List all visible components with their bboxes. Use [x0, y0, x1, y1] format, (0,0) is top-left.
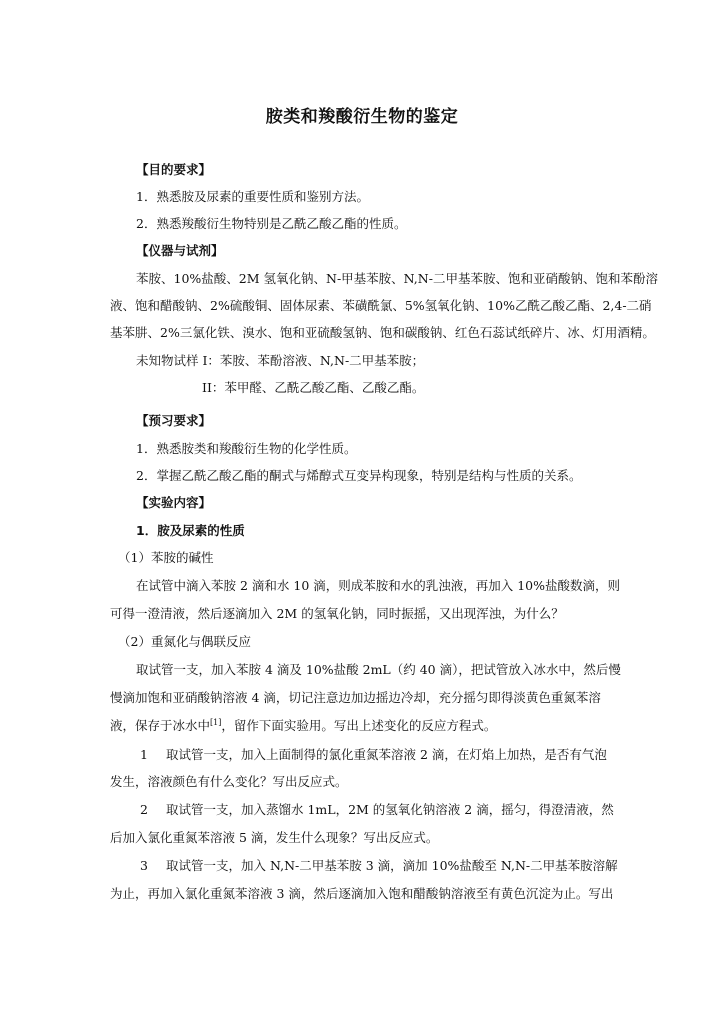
reagents-line: 基苯肼、2%三氯化铁、溴水、饱和亚硫酸氢钠、饱和碳酸钠、红色石蕊试纸碎片、冰、灯用酒精。 — [110, 325, 655, 340]
section-heading-goal: 【目的要求】 — [136, 162, 212, 177]
step-number: 2 — [140, 802, 148, 817]
unknown-sample-2: II：苯甲醛、乙酰乙酸乙酯、乙酸乙酯。 — [202, 380, 425, 395]
subsection-heading: 1．胺及尿素的性质 — [136, 523, 245, 538]
item-title: （2）重氮化与偶联反应 — [118, 634, 251, 649]
reagents-line: 液、饱和醋酸钠、2%硫酸铜、固体尿素、苯磺酰氯、5%氢氧化钠、10%乙酰乙酸乙酯、2,4-二硝 — [110, 298, 652, 313]
preview-item: 1．熟悉胺类和羧酸衍生物的化学性质。 — [136, 441, 357, 456]
step-line: 1 取试管一支，加入上面制得的氯化重氮苯溶液 2 滴，在灯焰上加热，是否有气泡 — [140, 747, 607, 762]
section-heading-reagents: 【仪器与试剂】 — [136, 243, 224, 258]
section-heading-content: 【实验内容】 — [136, 495, 212, 510]
paragraph-line: 可得一澄清液，然后逐滴加入 2M 的氢氧化钠，同时振摇，又出现浑浊，为什么？ — [110, 606, 564, 621]
paragraph-line: 发生，溶液颜色有什么变化？写出反应式。 — [110, 774, 348, 789]
footnote-marker: [1] — [210, 717, 222, 727]
preview-item: 2．掌握乙酰乙酸乙酯的酮式与烯醇式互变异构现象，特别是结构与性质的关系。 — [136, 468, 582, 483]
goal-item: 2．熟悉羧酸衍生物特别是乙酰乙酸乙酯的性质。 — [136, 216, 407, 231]
step-line: 2 取试管一支，加入蒸馏水 1mL，2M 的氢氧化钠溶液 2 滴，摇匀，得澄清液，然 — [140, 802, 614, 817]
step-line: 3 取试管一支，加入 N,N-二甲基苯胺 3 滴，滴加 10%盐酸至 N,N-二甲基苯胺溶解 — [140, 858, 618, 873]
step-number: 1 — [140, 747, 148, 762]
item-title: （1）苯胺的碱性 — [118, 550, 214, 565]
paragraph-line: 取试管一支，加入苯胺 4 滴及 10%盐酸 2mL（约 40 滴），把试管放入冰水中，然后慢 — [136, 662, 621, 677]
goal-item: 1．熟悉胺及尿素的重要性质和鉴别方法。 — [136, 189, 369, 204]
paragraph-line: 为止，再加入氯化重氮苯溶液 3 滴，然后逐滴加入饱和醋酸钠溶液至有黄色沉淀为止。写出 — [110, 886, 614, 901]
step-number: 3 — [140, 858, 148, 873]
paragraph-line: 在试管中滴入苯胺 2 滴和水 10 滴，则成苯胺和水的乳浊液，再加入 10%盐酸数滴，则 — [136, 578, 621, 593]
section-heading-preview: 【预习要求】 — [136, 413, 212, 428]
paragraph-line: 后加入氯化重氮苯溶液 5 滴，发生什么现象？写出反应式。 — [110, 830, 439, 845]
unknown-sample-1: 未知物试样 I：苯胺、苯酚溶液、N,N-二甲基苯胺； — [136, 353, 425, 368]
paragraph-line: 液，保存于冰水中[1]，留作下面实验用。写出上述变化的反应方程式。 — [110, 717, 497, 733]
paragraph-line: 慢滴加饱和亚硝酸钠溶液 4 滴，切记注意边加边摇边冷却，充分摇匀即得淡黄色重氮苯溶 — [110, 690, 601, 705]
reagents-line: 苯胺、10%盐酸、2M 氢氧化钠、N-甲基苯胺、N,N-二甲基苯胺、饱和亚硝酸钠、饱和苯酚溶 — [136, 271, 658, 286]
page-title: 胺类和羧酸衍生物的鉴定 — [265, 107, 459, 127]
